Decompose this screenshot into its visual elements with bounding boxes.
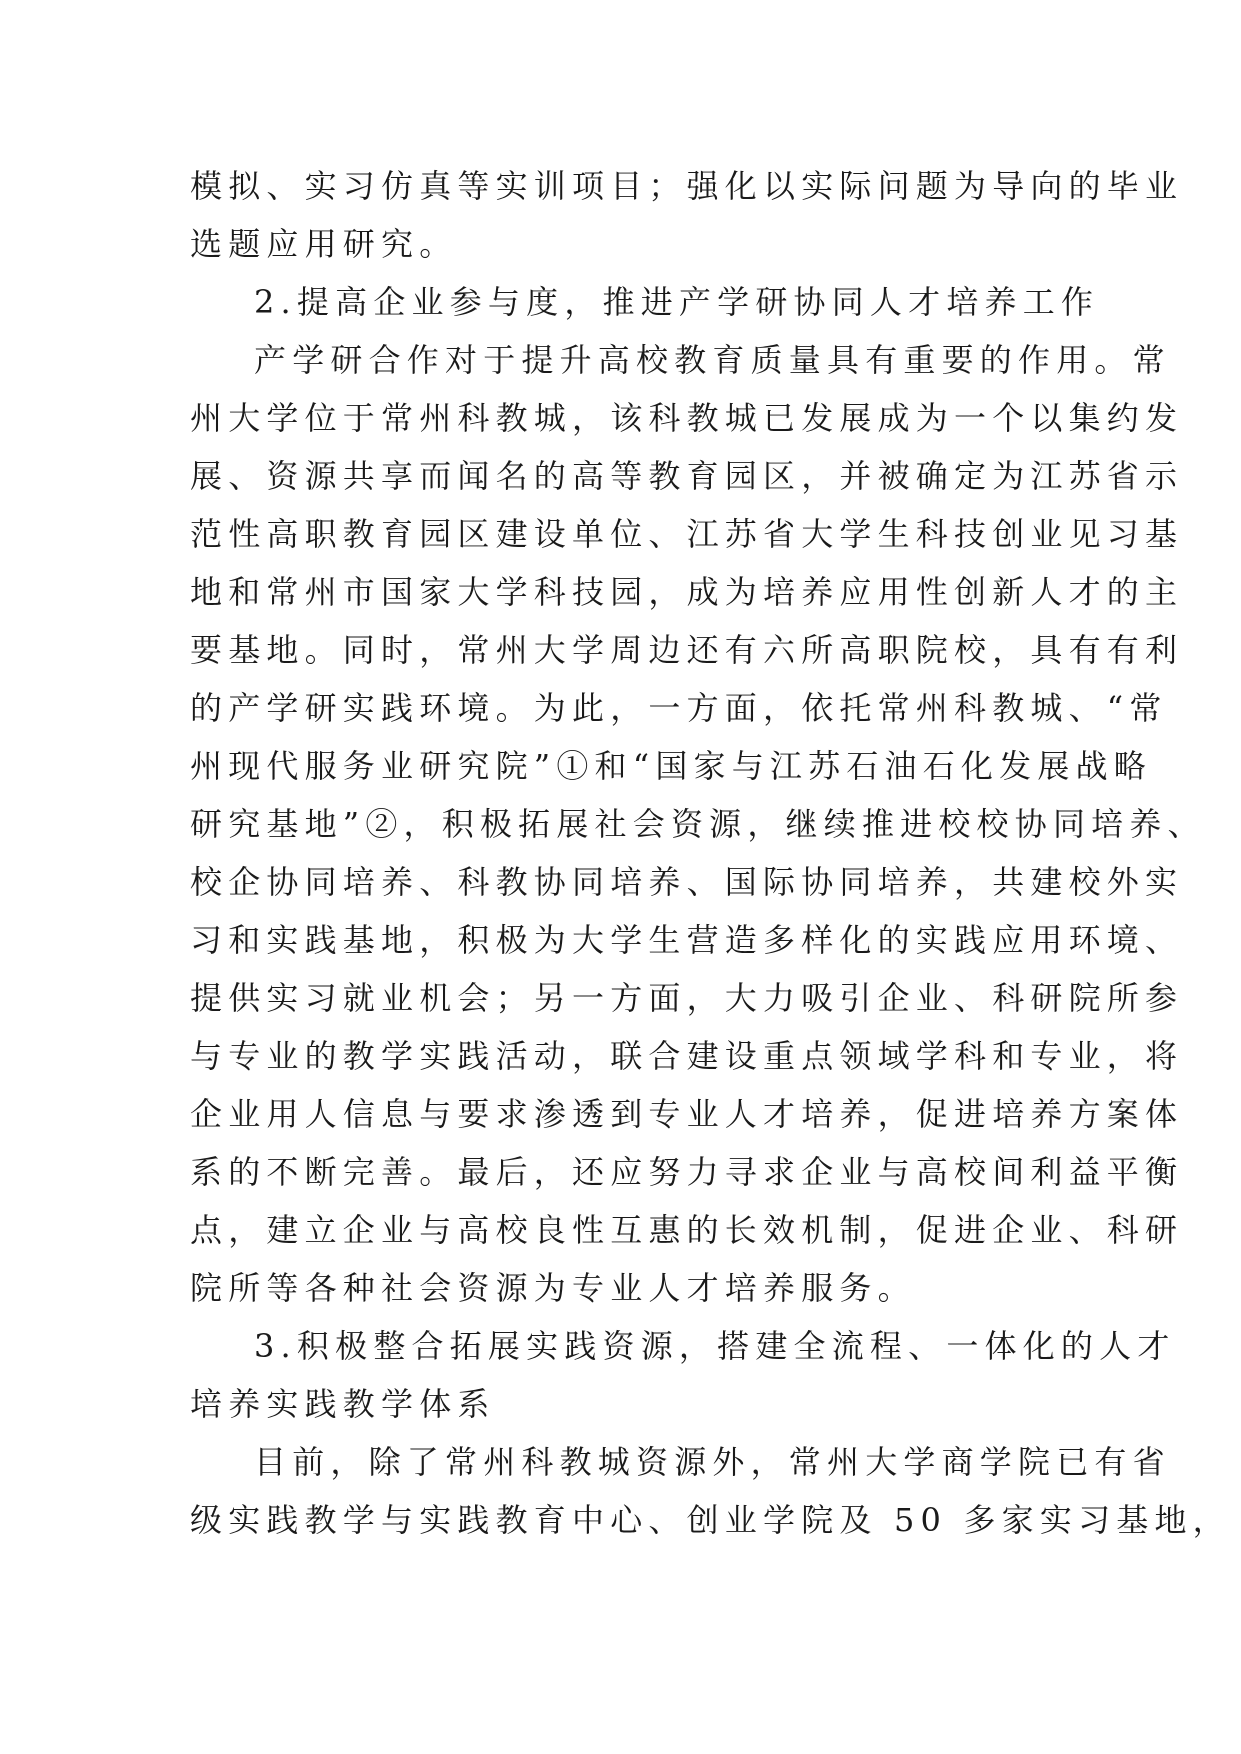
text-line: 目前，除了常州科教城资源外，常州大学商学院已有省 — [254, 1443, 1171, 1481]
text-line: 系的不断完善。最后，还应努力寻求企业与高校间利益平衡 — [190, 1153, 1184, 1191]
section-heading: 培养实践教学体系 — [190, 1385, 496, 1423]
text-line: 选题应用研究。 — [190, 225, 458, 263]
text-line: 点，建立企业与高校良性互惠的长效机制，促进企业、科研 — [190, 1211, 1184, 1249]
text-line: 州大学位于常州科教城，该科教城已发展成为一个以集约发 — [190, 399, 1184, 437]
text-line: 要基地。同时，常州大学周边还有六所高职院校，具有有利 — [190, 631, 1184, 669]
text-line: 院所等各种社会资源为专业人才培养服务。 — [190, 1269, 916, 1307]
text-line: 企业用人信息与要求渗透到专业人才培养，促进培养方案体 — [190, 1095, 1184, 1133]
text-line: 地和常州市国家大学科技园，成为培养应用性创新人才的主 — [190, 573, 1184, 611]
text-line: 习和实践基地，积极为大学生营造多样化的实践应用环境、 — [190, 921, 1184, 959]
text-line: 州现代服务业研究院”①和“国家与江苏石油石化发展战略 — [190, 747, 1152, 785]
text-line: 展、资源共享而闻名的高等教育园区，并被确定为江苏省示 — [190, 457, 1184, 495]
section-heading: 2.提高企业参与度，推进产学研协同人才培养工作 — [254, 283, 1100, 321]
text-line: 的产学研实践环境。为此，一方面，依托常州科教城、“常 — [190, 689, 1168, 727]
text-line: 模拟、实习仿真等实训项目；强化以实际问题为导向的毕业 — [190, 167, 1184, 205]
text-line: 范性高职教育园区建设单位、江苏省大学生科技创业见习基 — [190, 515, 1184, 553]
text-line: 产学研合作对于提升高校教育质量具有重要的作用。常 — [254, 341, 1171, 379]
text-line: 级实践教学与实践教育中心、创业学院及 50 多家实习基地， — [190, 1501, 1231, 1539]
text-line: 研究基地”②，积极拓展社会资源，继续推进校校协同培养、 — [190, 805, 1206, 843]
text-line: 提供实习就业机会；另一方面，大力吸引企业、科研院所参 — [190, 979, 1184, 1017]
section-heading: 3.积极整合拓展实践资源，搭建全流程、一体化的人才 — [254, 1327, 1176, 1365]
text-line: 与专业的教学实践活动，联合建设重点领域学科和专业，将 — [190, 1037, 1184, 1075]
text-line: 校企协同培养、科教协同培养、国际协同培养，共建校外实 — [190, 863, 1184, 901]
